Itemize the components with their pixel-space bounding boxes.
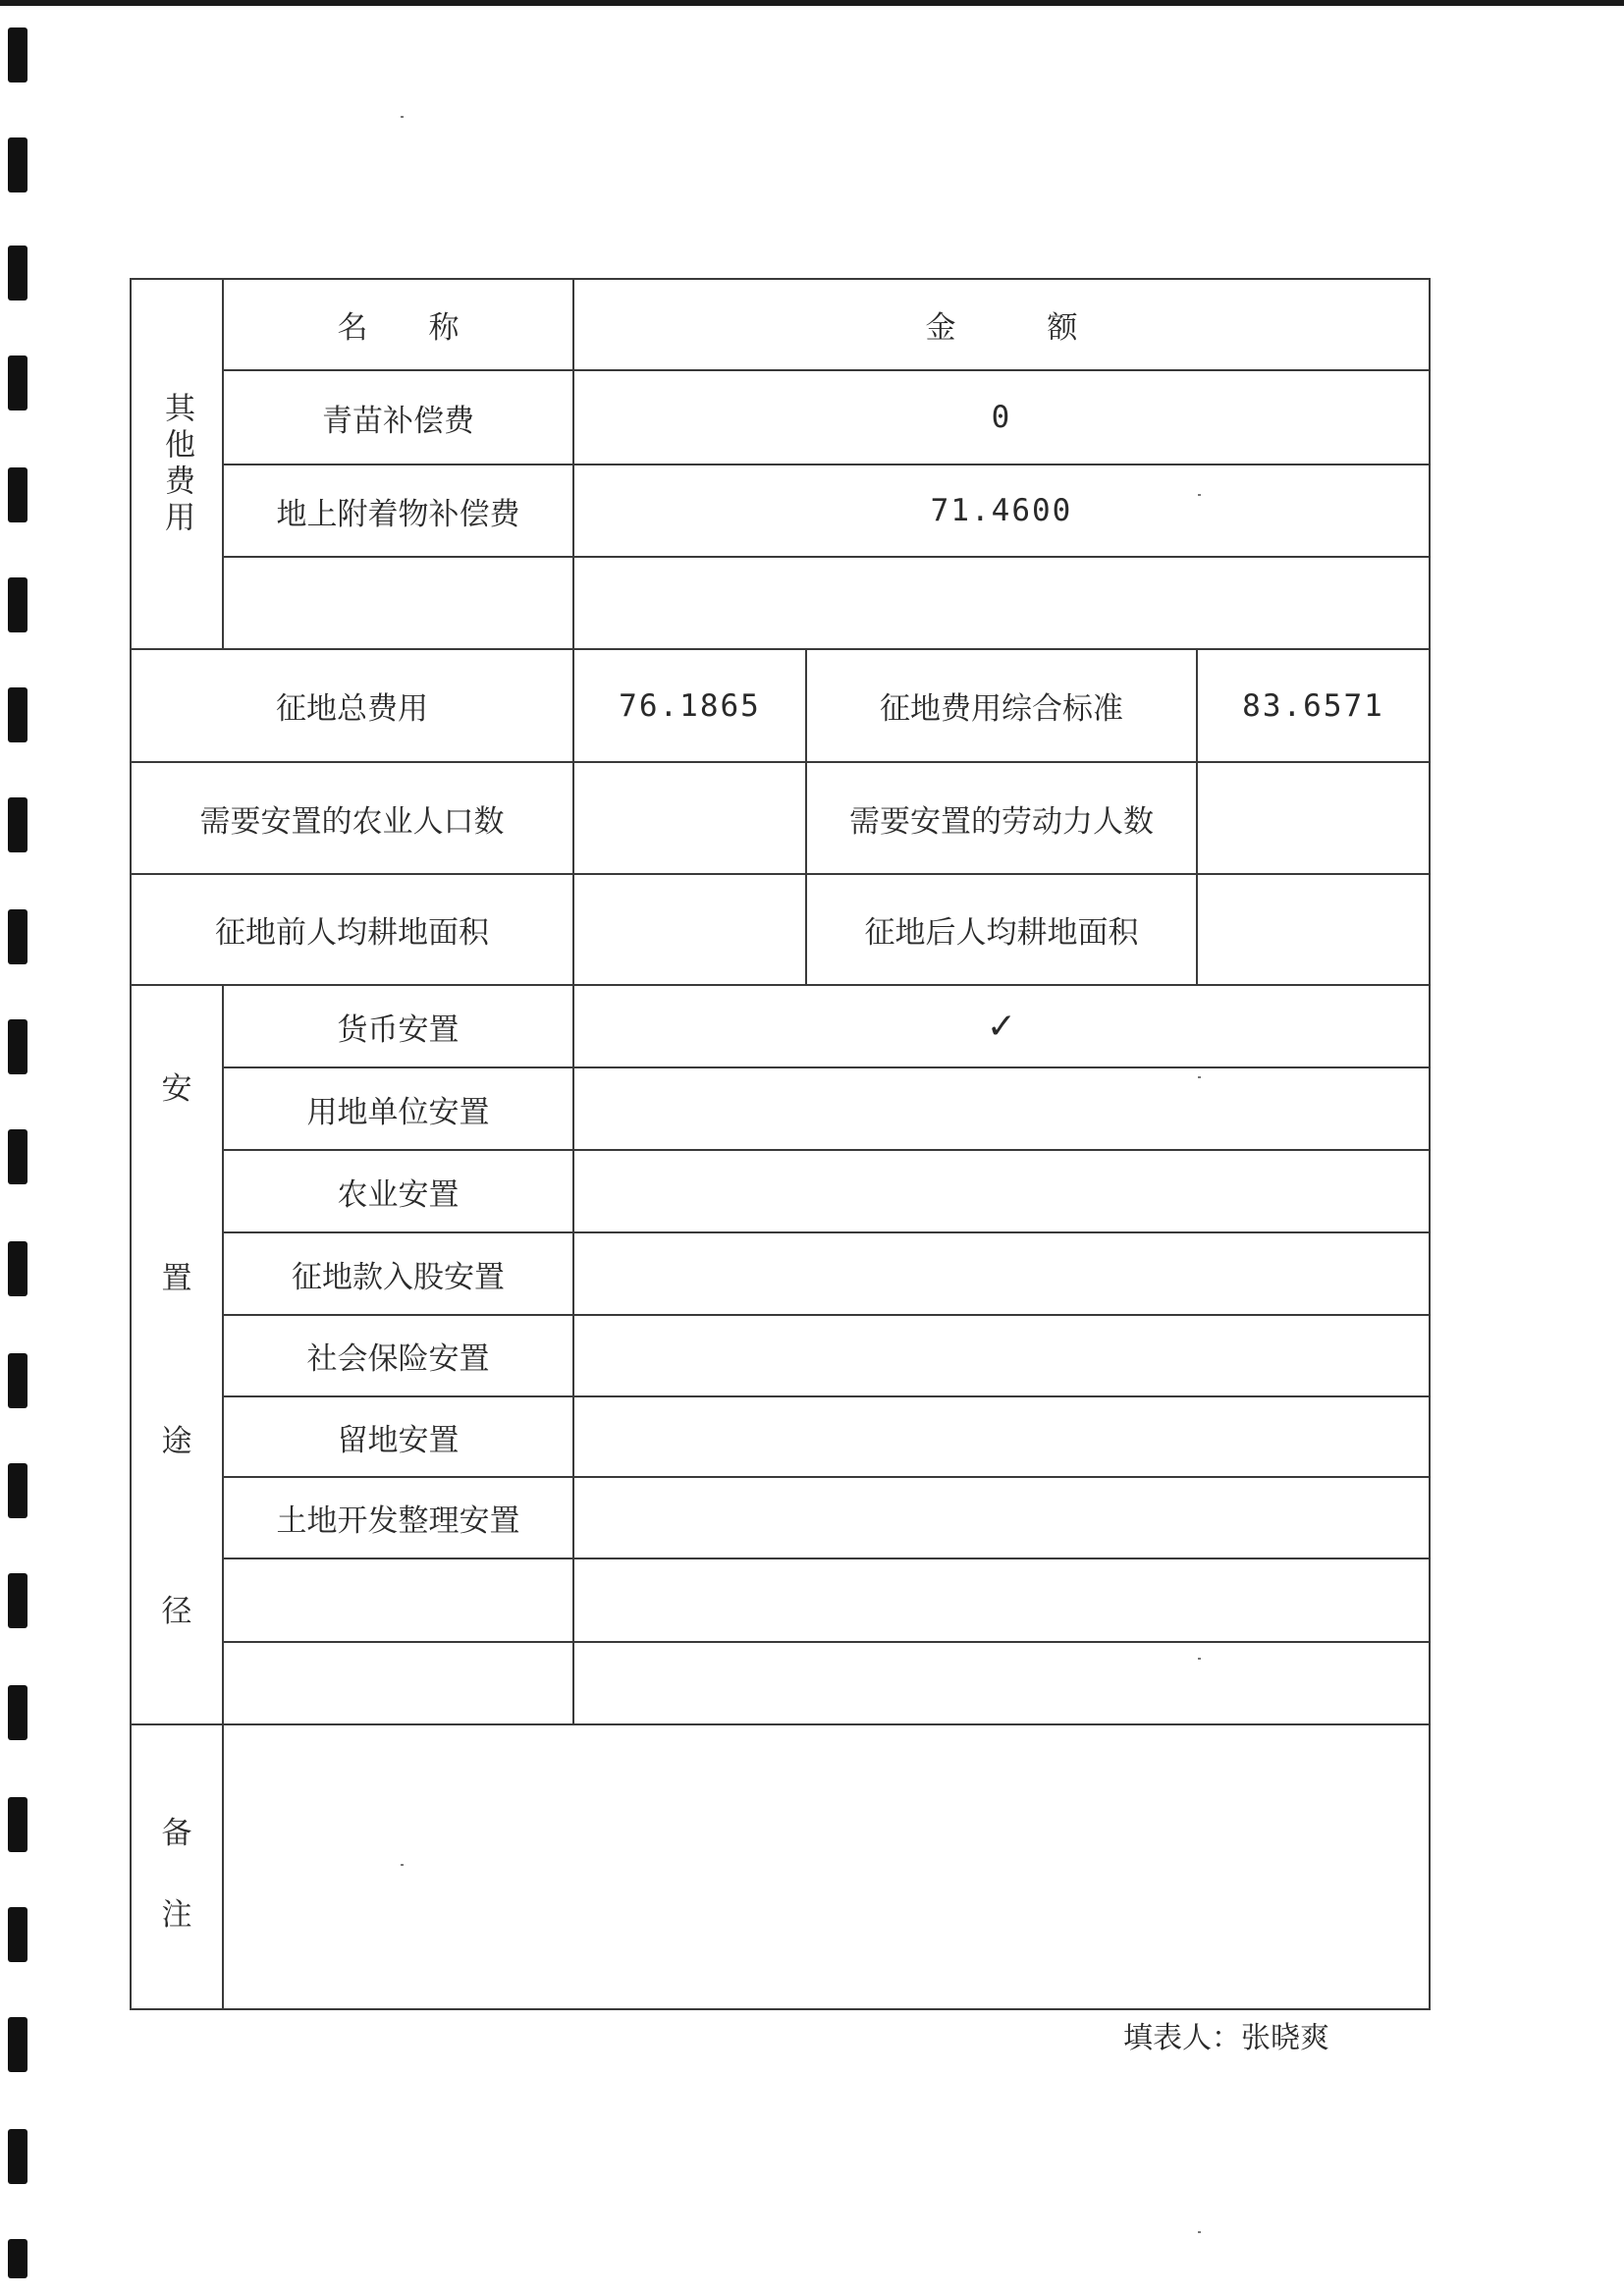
resettlement-section-char: 途 [161, 1423, 192, 1459]
binding-hole-mark [8, 467, 27, 522]
binding-hole-mark [8, 1797, 27, 1852]
resettlement-mark-cell [574, 1151, 1429, 1231]
scan-speck [1198, 2231, 1201, 2233]
resettlement-name-cell [224, 1559, 572, 1641]
form-filler: 填表人：张晓爽 [1123, 2021, 1329, 2055]
resettlement-mark-cell [574, 1559, 1429, 1641]
resettlement-name-cell: 农业安置 [337, 1176, 460, 1213]
farmland-after-label: 征地后人均耕地面积 [864, 915, 1139, 951]
resettlement-mark-cell [574, 1397, 1429, 1476]
total-fee-label: 征地总费用 [276, 691, 428, 727]
binding-hole-mark [8, 1907, 27, 1962]
total-fee-value: 76.1865 [619, 687, 761, 724]
resettlement-name-cell: 留地安置 [337, 1422, 460, 1458]
agri-population-label: 需要安置的农业人口数 [199, 803, 505, 840]
scan-top-edge [0, 0, 1624, 6]
farmland-after-value [1198, 875, 1429, 984]
fee-amount-cell: 71.4600 [930, 493, 1073, 528]
binding-hole-mark [8, 1353, 27, 1408]
resettlement-mark-cell [574, 1068, 1429, 1149]
binding-hole-mark [8, 1019, 27, 1074]
remarks-content [224, 1725, 1429, 2008]
standard-label: 征地费用综合标准 [880, 691, 1123, 727]
header-name: 名 称 [337, 310, 460, 346]
resettlement-mark-cell [574, 1478, 1429, 1558]
checkmark-icon: ✓ [986, 1006, 1017, 1047]
resettlement-section-char: 径 [161, 1593, 192, 1629]
standard-value: 83.6571 [1242, 687, 1384, 724]
binding-hole-mark [8, 909, 27, 964]
binding-hole-mark [8, 27, 27, 82]
remarks-section-char: 备 [161, 1815, 192, 1851]
resettlement-name-cell: 用地单位安置 [306, 1094, 490, 1130]
binding-hole-mark [8, 687, 27, 742]
fee-name-cell: 地上附着物补偿费 [276, 496, 520, 532]
labor-value [1198, 763, 1429, 873]
farmland-before-label: 征地前人均耕地面积 [215, 915, 489, 951]
binding-hole-mark [8, 1241, 27, 1296]
scan-speck [401, 116, 404, 118]
binding-hole-mark [8, 137, 27, 192]
binding-hole-mark [8, 2239, 27, 2278]
labor-label: 需要安置的劳动力人数 [849, 803, 1154, 840]
binding-hole-mark [8, 2017, 27, 2072]
resettlement-name-cell [224, 1643, 572, 1723]
binding-hole-mark [8, 1573, 27, 1628]
fee-name-cell: 青苗补偿费 [322, 403, 474, 439]
resettlement-name-cell: 货币安置 [337, 1011, 460, 1048]
header-amount: 金 额 [925, 310, 1078, 346]
agri-population-value [574, 763, 805, 873]
resettlement-name-cell: 土地开发整理安置 [276, 1503, 520, 1539]
binding-hole-mark [8, 1463, 27, 1518]
resettlement-mark-cell [574, 1233, 1429, 1314]
resettlement-mark-cell [574, 1643, 1429, 1723]
fee-amount-cell [574, 558, 1429, 648]
resettlement-name-cell: 征地款入股安置 [292, 1259, 505, 1295]
binding-hole-mark [8, 797, 27, 852]
farmland-before-value [574, 875, 805, 984]
resettlement-section-char: 安 [161, 1070, 192, 1107]
binding-hole-mark [8, 355, 27, 410]
binding-hole-mark [8, 2129, 27, 2184]
binding-hole-mark [8, 1129, 27, 1184]
binding-hole-mark [8, 1685, 27, 1740]
fee-name-cell [224, 558, 572, 648]
remarks-section-char: 注 [161, 1896, 192, 1933]
resettlement-section-char: 置 [161, 1260, 192, 1296]
other-fees-section-label: 其他费用 [159, 391, 194, 537]
fee-amount-cell: 0 [991, 400, 1012, 435]
resettlement-mark-cell [574, 1316, 1429, 1395]
binding-hole-mark [8, 577, 27, 632]
resettlement-name-cell: 社会保险安置 [306, 1341, 490, 1377]
binding-hole-mark [8, 246, 27, 301]
